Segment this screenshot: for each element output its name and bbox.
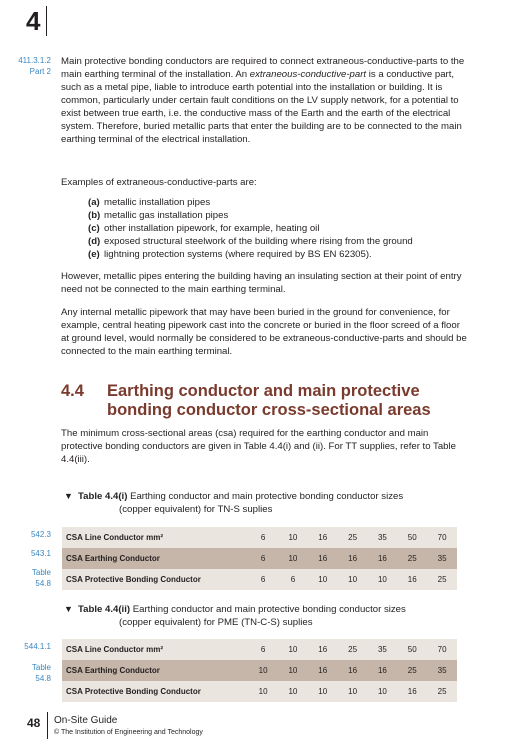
- table-cell: 6: [260, 533, 266, 542]
- row-label: CSA Protective Bonding Conductor: [66, 687, 201, 696]
- table-cell: 6: [260, 554, 266, 563]
- table-cell: 25: [407, 666, 417, 675]
- table-cell: 10: [318, 687, 328, 696]
- margin-ref-regulation: [0, 55, 51, 77]
- list-item: [88, 222, 468, 235]
- emphasis-term: extraneous-conductive-part: [249, 69, 367, 80]
- list-marker: (a): [88, 197, 100, 208]
- table-cell: 10: [258, 687, 268, 696]
- table-cell: 16: [318, 666, 328, 675]
- section-title: [107, 382, 487, 420]
- page-number: 48: [27, 716, 41, 730]
- list-item: [88, 248, 468, 261]
- table-cell: 70: [437, 645, 447, 654]
- list-marker: (d): [88, 236, 101, 247]
- table-pme-sizes: [62, 639, 457, 702]
- table-cell: 10: [288, 533, 298, 542]
- table-row: [62, 527, 457, 548]
- list-marker: (e): [88, 249, 100, 260]
- row-label: CSA Earthing Conductor: [66, 666, 160, 675]
- table-caption-subline: (copper equivalent) for TN-S suplies: [119, 504, 273, 515]
- list-item-text: other installation pipework, for example, heating oil: [104, 223, 320, 234]
- table-cell: 35: [377, 533, 387, 542]
- table-cell: 70: [437, 533, 447, 542]
- paragraph-text: is a conductive part, such as a metal pipe, liable to introduce earth potential into the installation or building. It is common, particularly under certain fault conditions on the LV supply network, for a potential to exist between true earth, i.e. the conductive mass of the Earth and the earth of the electrical system. Therefore, buried metallic parts that enter the building are to be connected to the main earthing terminal of the electrical installation.: [61, 69, 462, 145]
- list-item: [88, 235, 468, 248]
- table-caption-text: Earthing conductor and main protective bonding conductor sizes: [130, 604, 406, 615]
- paragraph-bonding-intro: [61, 55, 468, 146]
- table-cell: 10: [318, 575, 328, 584]
- table-row: [62, 569, 457, 590]
- table-row: [62, 681, 457, 702]
- table-cell: 35: [437, 554, 447, 563]
- list-item-text: metallic installation pipes: [104, 197, 211, 208]
- table-cell: 16: [348, 666, 358, 675]
- table-row: [62, 660, 457, 681]
- table-cell: 50: [407, 645, 417, 654]
- footer-title: On-Site Guide: [54, 715, 118, 726]
- table-cell: 10: [377, 687, 387, 696]
- list-item-text: lightning protection systems (where required by BS EN 62305).: [104, 249, 372, 260]
- table-tns-sizes: [62, 527, 457, 590]
- table-cell: 6: [260, 575, 266, 584]
- table-cell: 16: [318, 554, 328, 563]
- margin-ref-regulation: 542.3: [30, 530, 51, 539]
- paragraph-buried-pipework: Any internal metallic pipework that may have been buried in the ground for convenience, for example, central heating pipework cast into the concrete or buried in the floor screed of a floor at ground level, would normally be considered to be extraneous-conductive-parts and should be connected to the main earthing terminal.: [61, 307, 467, 357]
- table-cell: 10: [348, 575, 358, 584]
- table-cell: 10: [288, 554, 298, 563]
- table-cell: 10: [377, 575, 387, 584]
- row-label: CSA Earthing Conductor: [66, 554, 160, 563]
- table-cell: 16: [407, 687, 417, 696]
- section-number: 4.4: [61, 382, 84, 400]
- table-cell: 25: [437, 687, 447, 696]
- paragraph-text: Main protective bonding conductors are required to connect extraneous-conductive-parts to the main earthing terminal of the installation. An: [61, 56, 465, 80]
- table-caption-text: Earthing conductor and main protective bonding conductor sizes: [127, 491, 404, 502]
- table-cell: 16: [318, 533, 328, 542]
- chapter-divider: [46, 6, 47, 36]
- margin-ref-table: [0, 567, 51, 589]
- table-cell: 16: [318, 645, 328, 654]
- table-caption: [64, 490, 474, 516]
- table-cell: 35: [377, 645, 387, 654]
- triangle-down-icon: ▼: [64, 604, 73, 614]
- examples-list: [88, 196, 468, 261]
- footer-divider: [47, 712, 48, 739]
- table-cell: 6: [260, 645, 266, 654]
- paragraph-csa-intro: The minimum cross-sectional areas (csa) required for the earthing conductor and main protective bonding conductors are given in Table 4.4(i) and (ii). For TT supplies, refer to Table 4.4(iii).: [61, 428, 456, 465]
- list-marker: (c): [88, 223, 100, 234]
- chapter-number: 4: [26, 6, 41, 36]
- table-cell: 25: [407, 554, 417, 563]
- table-cell: 25: [348, 533, 358, 542]
- table-row: [62, 548, 457, 569]
- table-caption: [64, 603, 474, 629]
- table-cell: 6: [290, 575, 296, 584]
- table-cell: 16: [377, 554, 387, 563]
- table-cell: 10: [288, 687, 298, 696]
- paragraph-examples-intro: Examples of extraneous-conductive-parts are:: [61, 177, 257, 188]
- margin-ref-line: Table: [31, 568, 51, 577]
- margin-ref-regulation: 543.1: [30, 549, 51, 558]
- margin-ref-line: 411.3.1.2: [18, 56, 51, 65]
- row-label: CSA Protective Bonding Conductor: [66, 575, 201, 584]
- table-cell: 50: [407, 533, 417, 542]
- margin-ref-line: 54.8: [35, 674, 51, 683]
- margin-ref-line: Part 2: [29, 67, 51, 76]
- table-cell: 10: [288, 666, 298, 675]
- list-item-text: exposed structural steelwork of the building where rising from the ground: [104, 236, 413, 247]
- footer-copyright: © The Institution of Engineering and Technology: [54, 729, 203, 736]
- row-label: CSA Line Conductor mm²: [66, 645, 164, 654]
- list-item: [88, 209, 468, 222]
- table-cell: 16: [377, 666, 387, 675]
- table-cell: 25: [348, 645, 358, 654]
- table-label: Table 4.4(i): [78, 491, 128, 502]
- list-item-text: metallic gas installation pipes: [104, 210, 229, 221]
- list-marker: (b): [88, 210, 101, 221]
- list-item: [88, 196, 468, 209]
- paragraph-insulating-section: However, metallic pipes entering the building having an insulating section at their point of entry need not be connected to the main earthing terminal.: [61, 271, 462, 295]
- table-cell: 25: [437, 575, 447, 584]
- section-title-line: bonding conductor cross-sectional areas: [107, 401, 431, 419]
- table-cell: 10: [258, 666, 268, 675]
- table-row: [62, 639, 457, 660]
- table-cell: 16: [407, 575, 417, 584]
- table-caption-subline: (copper equivalent) for PME (TN-C-S) suplies: [119, 617, 313, 628]
- table-cell: 35: [437, 666, 447, 675]
- section-title-line: Earthing conductor and main protective: [107, 382, 420, 400]
- table-label: Table 4.4(ii): [78, 604, 131, 615]
- margin-ref-line: Table: [31, 663, 51, 672]
- table-cell: 16: [348, 554, 358, 563]
- table-cell: 10: [288, 645, 298, 654]
- row-label: CSA Line Conductor mm²: [66, 533, 164, 542]
- margin-ref-line: 54.8: [35, 579, 51, 588]
- triangle-down-icon: ▼: [64, 491, 73, 501]
- margin-ref-table: [0, 662, 51, 684]
- table-cell: 10: [348, 687, 358, 696]
- margin-ref-regulation: 544.1.1: [24, 642, 51, 651]
